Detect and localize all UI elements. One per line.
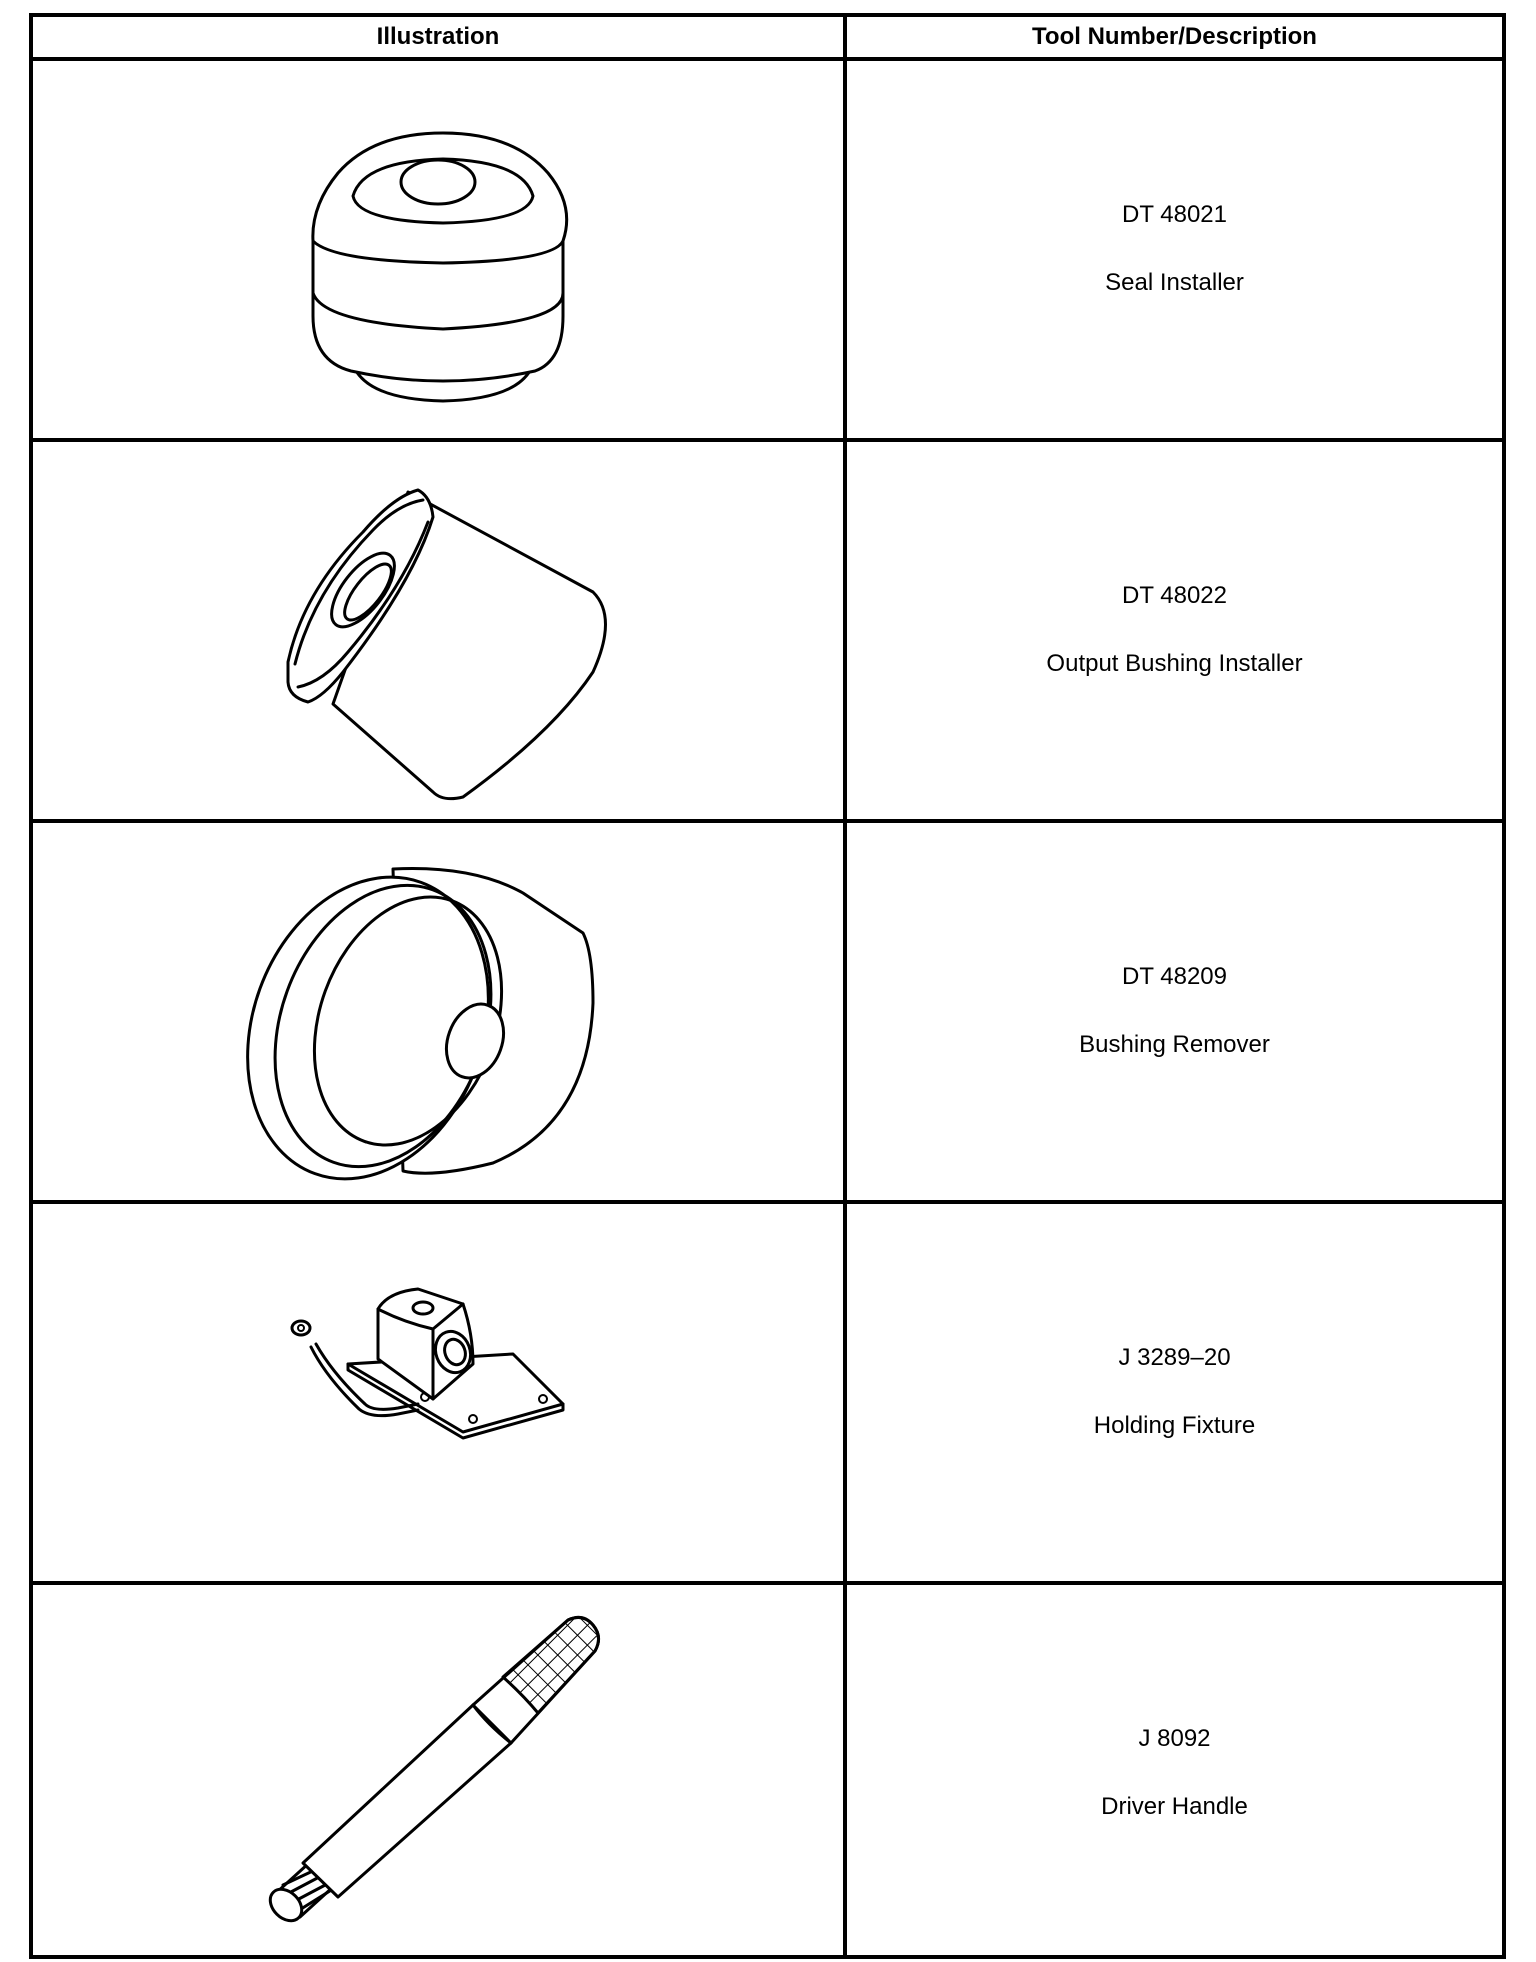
driver-handle-icon (33, 1585, 843, 1962)
table-row (33, 823, 1502, 1200)
output-bushing-installer-icon (33, 442, 843, 819)
table-row (33, 61, 1502, 438)
table-row (33, 1585, 1502, 1962)
tool-description-cell (847, 442, 1502, 819)
tool-description-cell (847, 823, 1502, 1200)
table-row (33, 442, 1502, 819)
table-row (33, 1204, 1502, 1581)
tool-number: DT 48021 (1122, 201, 1227, 228)
tool-description: Bushing Remover (1079, 1031, 1270, 1058)
tool-table (29, 13, 1506, 1959)
tool-description-cell (847, 61, 1502, 438)
tool-number: DT 48209 (1122, 963, 1227, 990)
table-header (33, 17, 1502, 61)
tool-number: J 3289–20 (1118, 1344, 1231, 1371)
tool-description: Output Bushing Installer (1046, 650, 1303, 677)
tool-number: J 8092 (1138, 1725, 1211, 1752)
holding-fixture-icon (33, 1204, 843, 1581)
tool-description: Seal Installer (1105, 269, 1244, 296)
seal-installer-icon (33, 61, 843, 438)
tool-number: DT 48022 (1122, 582, 1227, 609)
header-illustration: Illustration (376, 23, 500, 50)
tool-description: Holding Fixture (1093, 1412, 1256, 1439)
tool-description-cell (847, 1585, 1502, 1962)
bushing-remover-icon (33, 823, 843, 1200)
tool-description-cell (847, 1204, 1502, 1581)
header-tool-number-description: Tool Number/Description (1032, 23, 1317, 50)
tool-description: Driver Handle (1101, 1793, 1248, 1820)
